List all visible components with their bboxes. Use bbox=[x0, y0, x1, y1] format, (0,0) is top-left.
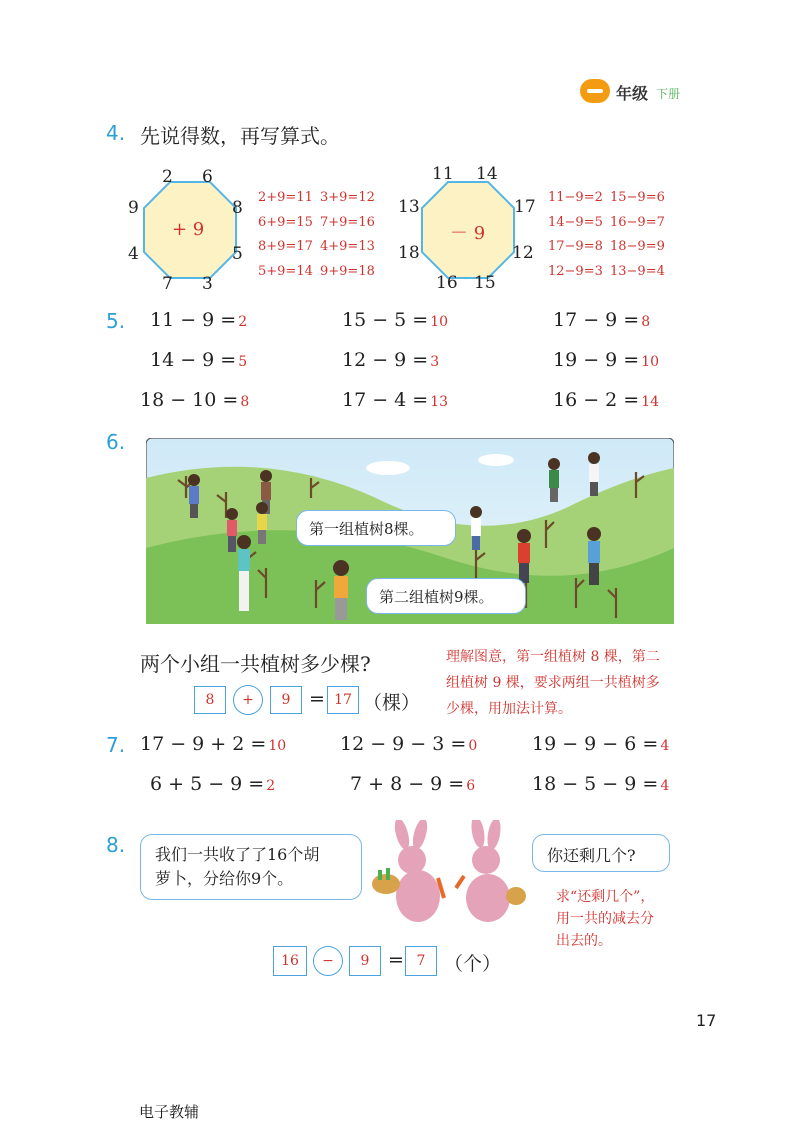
q7-equation: 17 − 9 + 2 = 10 bbox=[140, 733, 287, 755]
q8-eq-op: − bbox=[313, 946, 343, 976]
q7-number: 7. bbox=[106, 733, 126, 757]
bubble-line: 萝卜，分给你9个。 bbox=[155, 869, 294, 888]
q8-eq-result: 7 bbox=[405, 946, 437, 976]
octagon-left-op: + 9 bbox=[172, 219, 205, 240]
answer-line: 2+9=11 bbox=[258, 190, 313, 205]
answer-line: 9+9=18 bbox=[320, 263, 375, 279]
q5-equation: 19 − 9 = 10 bbox=[553, 349, 660, 371]
answer-line: 6+9=15 bbox=[258, 214, 313, 230]
q7-equation: 6 + 5 − 9 = 2 bbox=[150, 773, 276, 795]
answer-line: 14−9=5 bbox=[548, 214, 603, 230]
q7-equation: 18 − 5 − 9 = 4 bbox=[532, 773, 670, 795]
answer-line: 7+9=16 bbox=[320, 214, 375, 230]
octagon-right-num: 18 bbox=[398, 243, 420, 263]
answer-line: 3+9=12 bbox=[320, 190, 375, 205]
note-line: 理解图意，第一组植树 8 棵，第二 bbox=[446, 649, 660, 665]
q5-equation: 14 − 9 = 5 bbox=[150, 349, 248, 371]
q6-note bbox=[446, 644, 660, 722]
q4-title: 先说得数，再写算式。 bbox=[140, 124, 340, 148]
q4-left-answers bbox=[258, 186, 382, 284]
q8-eq-unit: （个） bbox=[444, 953, 502, 975]
q7-equation: 19 − 9 − 6 = 4 bbox=[532, 733, 670, 755]
q6-bubble-group1: 第一组植树8棵。 bbox=[296, 510, 456, 546]
note-line: 求“还剩几个”， bbox=[556, 889, 655, 905]
answer-line: 17−9=8 bbox=[548, 239, 603, 254]
q5-equation: 17 − 9 = 8 bbox=[553, 309, 651, 331]
q7-equation: 7 + 8 − 9 = 6 bbox=[350, 773, 476, 795]
q6-bubble-group2: 第二组植树9棵。 bbox=[366, 578, 526, 614]
q6-eq-a: 8 bbox=[194, 686, 226, 714]
note-line: 用一共的减去分 bbox=[556, 911, 654, 927]
q6-question: 两个小组一共植树多少棵? bbox=[140, 652, 371, 676]
octagon-right-num: 16 bbox=[436, 273, 458, 293]
q6-eq-equals: = bbox=[309, 688, 325, 710]
octagon-left-num: 9 bbox=[128, 198, 139, 218]
octagon-right-num: 13 bbox=[398, 197, 420, 217]
answer-line: 18−9=9 bbox=[610, 239, 665, 254]
octagon-right-num: 17 bbox=[514, 197, 536, 217]
page-number: 17 bbox=[696, 1011, 717, 1030]
q8-bubble-left bbox=[140, 834, 362, 900]
q8-number: 8. bbox=[106, 833, 126, 857]
answer-line: 4+9=13 bbox=[320, 239, 375, 254]
q5-equation: 12 − 9 = 3 bbox=[342, 349, 440, 371]
q6-number: 6. bbox=[106, 430, 126, 454]
q6-eq-result: 17 bbox=[327, 686, 359, 714]
octagon-left-num: 5 bbox=[232, 244, 243, 264]
octagon-left-num: 4 bbox=[128, 244, 139, 264]
q5-equation: 16 − 2 = 14 bbox=[553, 389, 660, 411]
q8-eq-a: 16 bbox=[273, 946, 307, 976]
answer-line: 11−9=2 bbox=[548, 190, 603, 205]
q6-eq-op: + bbox=[233, 685, 263, 715]
octagon-left-num: 6 bbox=[202, 167, 213, 187]
q6-eq-unit: （棵） bbox=[363, 692, 421, 714]
q8-bubble-right: 你还剩几个? bbox=[532, 834, 670, 872]
octagon-right-num: 11 bbox=[432, 164, 454, 184]
q5-equation: 15 − 5 = 10 bbox=[342, 309, 449, 331]
q5-number: 5. bbox=[106, 309, 126, 333]
grade-badge bbox=[580, 79, 610, 103]
grade-label: 年级 bbox=[616, 84, 649, 103]
q8-eq-equals: = bbox=[388, 949, 404, 971]
q5-equation: 17 − 4 = 13 bbox=[342, 389, 449, 411]
answer-line: 12−9=3 bbox=[548, 263, 603, 279]
octagon-right-num: 12 bbox=[512, 243, 534, 263]
q4-number: 4. bbox=[106, 121, 126, 145]
note-line: 少棵，用加法计算。 bbox=[446, 701, 572, 717]
volume-label: 下册 bbox=[656, 87, 681, 101]
q6-eq-b: 9 bbox=[270, 686, 302, 714]
answer-line: 5+9=14 bbox=[258, 263, 313, 279]
octagon-left-num: 7 bbox=[162, 274, 173, 294]
q8-eq-b: 9 bbox=[349, 946, 381, 976]
octagon-left-num: 8 bbox=[232, 198, 243, 218]
answer-line: 13−9=4 bbox=[610, 263, 665, 279]
note-line: 出去的。 bbox=[556, 933, 612, 949]
octagon-right-num: 15 bbox=[474, 273, 496, 293]
octagon-right-op: － 9 bbox=[450, 223, 486, 244]
octagon-left-num: 2 bbox=[162, 167, 173, 187]
answer-line: 8+9=17 bbox=[258, 239, 313, 254]
q5-equation: 18 − 10 = 8 bbox=[140, 389, 250, 411]
q7-equation: 12 − 9 − 3 = 0 bbox=[340, 733, 478, 755]
octagon-right-num: 14 bbox=[476, 164, 498, 184]
q4-right-answers bbox=[548, 186, 672, 284]
answer-line: 15−9=6 bbox=[610, 190, 665, 205]
q8-note bbox=[556, 886, 654, 952]
answer-line: 16−9=7 bbox=[610, 214, 665, 230]
octagon-left-num: 3 bbox=[202, 274, 213, 294]
note-line: 组植树 9 棵，要求两组一共植树多 bbox=[446, 675, 660, 691]
footer-text: 电子教辅 bbox=[139, 1103, 200, 1121]
bubble-line: 我们一共收了了16个胡 bbox=[155, 845, 320, 864]
q5-equation: 11 − 9 = 2 bbox=[150, 309, 248, 331]
rabbits-illustration bbox=[368, 820, 528, 926]
